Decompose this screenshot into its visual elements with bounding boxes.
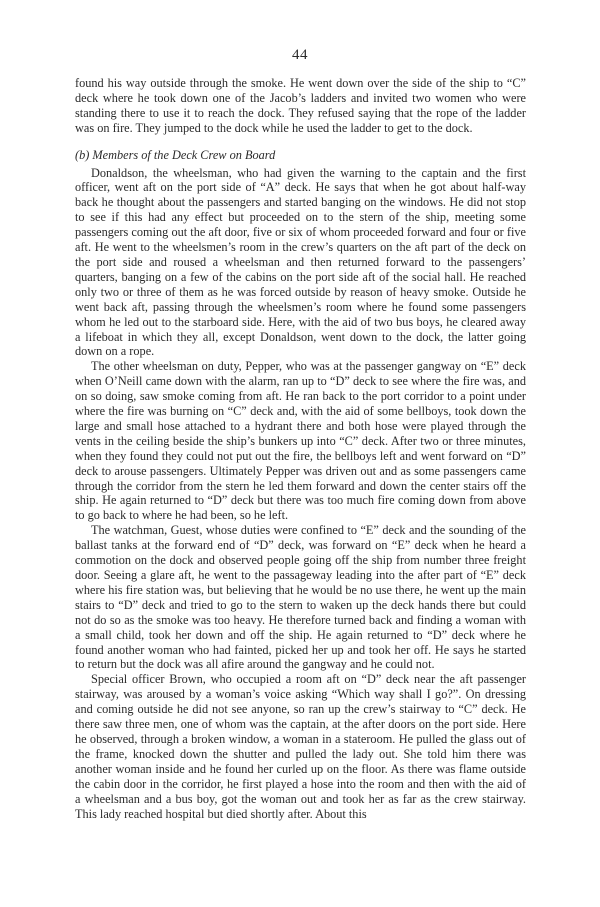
section-heading: (b) Members of the Deck Crew on Board: [75, 147, 276, 162]
page-number: 44: [292, 47, 308, 63]
paragraph-donaldson: Donaldson, the wheelsman, who had given the warning to the captain and the first officer, went aft on the port side of “A” deck. He says that when he got about half-way back he thought about the passengers and started banging on the windows. He did not stop to see if this had any effect but proceeded on to the stern of the ship, meeting some passengers coming out the aft door, five or six of whom proceeded forward and four or five aft. He went to the wheelsmen’s room in the crew’s quarters on the aft part of the deck on the port side and roused a wheelsman and then returned forward to the passengers’ quarters, banging on a few of the cabins on the port side aft of the social hall. He reached only two or three of them as he was forced outside by reason of heavy smoke. Outside he went back aft, passing through the wheelsmen’s room where he found some passengers whom he led out to the starboard side. Here, with the aid of two bus boys, he cleared away a lifeboat in which they all, except Donaldson, went down to the dock, the latter going down on a rope.: [75, 165, 526, 359]
paragraph-guest: The watchman, Guest, whose duties were confined to “E” deck and the sounding of the ballast tanks at the forward end of “D” deck, was forward on “E” deck when he heard a commotion on the dock and observed people going off the ship from number three freight door. Seeing a glare aft, he went to the passageway leading into the after part of “E” deck where his fire station was, but believing that he would be no use there, he went up the main stairs to “D” deck and tried to go to the stern to waken up the deck hands there but could not do so as the smoke was too heavy. He therefore turned back and finding a woman with a small child, took her down and off the ship. He again returned to “D” deck where he found another woman who had fainted, picked her up and took her off. He says he started to return but the dock was all afire around the gangway and he could not.: [75, 523, 526, 672]
paragraph-pepper: The other wheelsman on duty, Pepper, who was at the passenger gangway on “E” deck when O’Neill came down with the alarm, ran up to “D” deck to see where the fire was, and on so doing, saw smoke coming from aft. He ran back to the port corridor to a point under where the fire was burning on “C” deck and, with the aid of some bellboys, took down the large and small hose attached to a hydrant there and both hose were played through the vents in the ceiling beside the ship’s bunkers up into “C” deck. After two or three minutes, when they found they could not put out the fire, the bellboys left and went forward on “D” deck to arouse passengers. Ultimately Pepper was driven out and as some passengers came through the corridor from the stern he led them forward and down the center stairs off the ship. He again returned to “D” deck but there was too much fire coming down from above to go back to where he had been, so he left.: [75, 359, 526, 523]
body-text: [75, 76, 526, 821]
paragraph-continued: found his way outside through the smoke. He went down over the side of the ship to “C” deck where he took down one of the Jacob’s ladders and invited two women who were standing there to use it to reach the dock. They refused saying that the rope of the ladder was on fire. They jumped to the dock while he used the ladder to get to the dock.: [75, 76, 526, 135]
paragraph-brown: Special officer Brown, who occupied a room aft on “D” deck near the aft passenger stairway, was aroused by a woman’s voice asking “Which way shall I go?”. On dressing and coming outside he did not see anyone, so ran up the crew’s stairway to “C” deck. He there saw three men, one of whom was the captain, at the after doors on the port side. Here he observed, through a broken window, a woman in a stateroom. He pulled the glass out of the frame, knocked down the shutter and pulled the lady out. She told him there was another woman inside and he found her curled up on the floor. As there was flame outside the cabin door in the corridor, he first played a hose into the room and then with the aid of a wheelsman and a bus boy, got the woman out and took her as far as the crew stairway. This lady reached hospital but died shortly after. About this: [75, 672, 526, 821]
